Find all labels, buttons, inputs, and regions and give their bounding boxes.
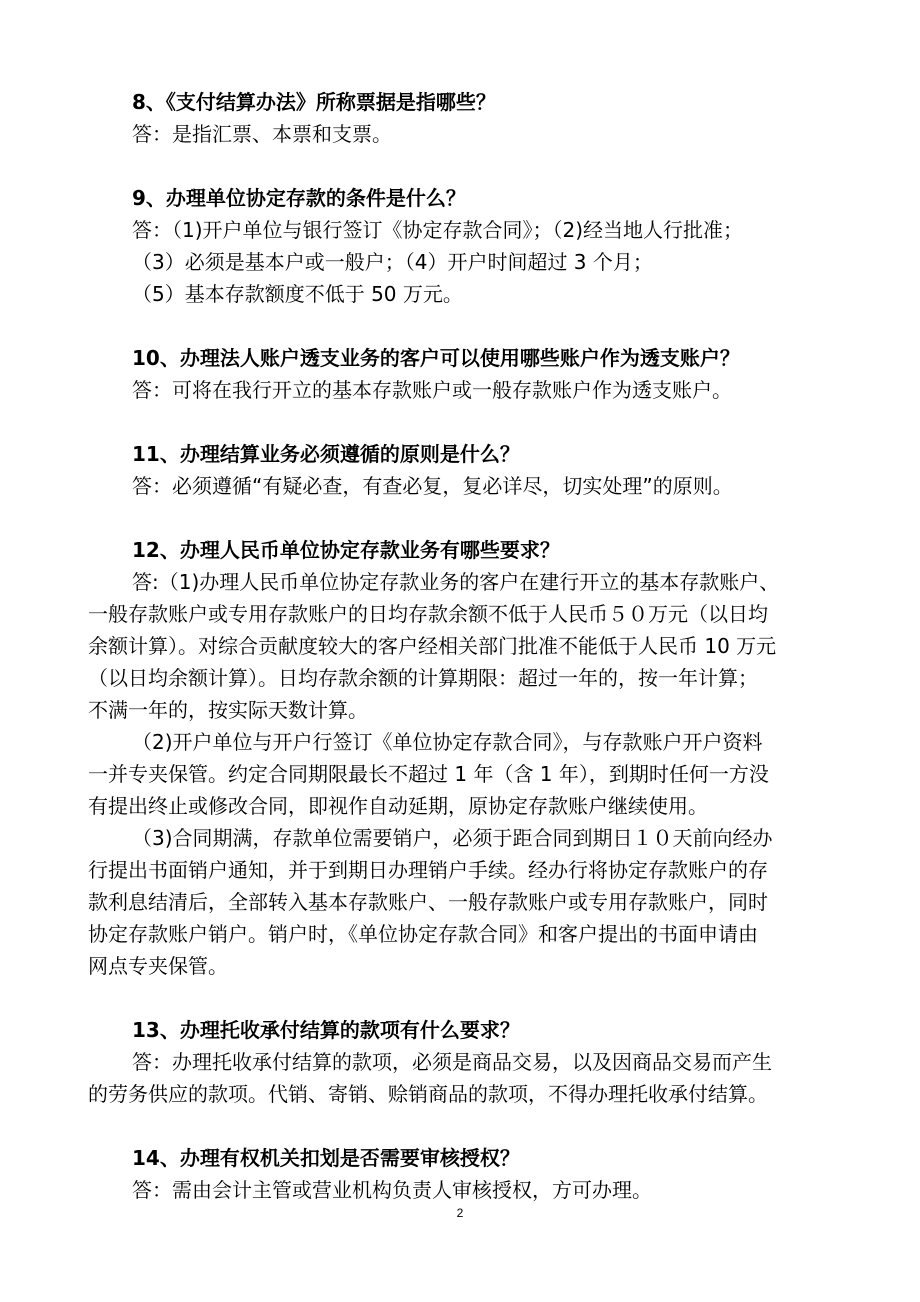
answer-line: 答：办理托收承付结算的款项，必须是商品交易，以及因商品交易而产生 — [132, 1050, 772, 1074]
qa-block-8 — [88, 86, 848, 150]
answer-line: 一并专夹保管。约定合同期限最长不超过 1 年（含 1 年），到期时任何一方没 — [88, 762, 769, 786]
question-heading: 11、办理结算业务必须遵循的原则是什么？ — [132, 442, 520, 466]
answer-line: （以日均余额计算）。日均存款余额的计算期限：超过一年的，按一年计算； — [88, 666, 758, 690]
answer-paragraph — [88, 726, 848, 822]
question-heading: 9、办理单位协定存款的条件是什么？ — [132, 186, 466, 210]
question-heading: 10、办理法人账户透支业务的客户可以使用哪些账户作为透支账户？ — [132, 346, 740, 370]
answer-paragraph — [88, 1046, 848, 1110]
answer-line: 协定存款账户销户。销户时，《单位协定存款合同》和客户提出的书面申请由 — [88, 922, 758, 946]
answer-line: 行提出书面销户通知，并于到期日办理销户手续。经办行将协定存款账户的存 — [88, 858, 768, 882]
answer-line: 的劳务供应的款项。代销、寄销、赊销商品的款项，不得办理托收承付结算。 — [88, 1082, 768, 1106]
question-heading: 13、办理托收承付结算的款项有什么要求？ — [132, 1018, 520, 1042]
qa-block-9 — [88, 182, 848, 310]
answer-line: 答：必须遵循“有疑必查，有查必复，复必详尽，切实处理”的原则。 — [132, 474, 733, 498]
question-heading: 8、《支付结算办法》所称票据是指哪些？ — [132, 90, 496, 114]
answer-line: 不满一年的，按实际天数计算。 — [88, 698, 368, 722]
page-number: 2 — [456, 1206, 464, 1220]
question-heading: 12、办理人民币单位协定存款业务有哪些要求？ — [132, 538, 560, 562]
answer-line: 网点专夹保管。 — [88, 954, 228, 978]
qa-block-11 — [88, 438, 848, 502]
answer-line: 答:（1)办理人民币单位协定存款业务的客户在建行开立的基本存款账户、 — [132, 570, 780, 594]
question-heading: 14、办理有权机关扣划是否需要审核授权？ — [132, 1146, 520, 1170]
answer-line: 一般存款账户或专用存款账户的日均存款余额不低于人民币５０万元（以日均 — [88, 602, 768, 626]
answer-line: （2)开户单位与开户行签订《单位协定存款合同》，与存款账户开户资料 — [132, 730, 763, 754]
answer-line: 余额计算）。对综合贡献度较大的客户经相关部门批准不能低于人民币 10 万元 — [88, 634, 777, 658]
answer-line: 有提出终止或修改合同，即视作自动延期，原协定存款账户继续使用。 — [88, 794, 708, 818]
qa-block-14 — [88, 1142, 848, 1206]
answer-paragraph — [88, 822, 848, 982]
document-page — [88, 86, 848, 1238]
answer-line: （3)合同期满，存款单位需要销户，必须于距合同到期日１０天前向经办 — [132, 826, 773, 850]
answer-line: 答：可将在我行开立的基本存款账户或一般存款账户作为透支账户。 — [132, 378, 732, 402]
answer-line: 答：（1)开户单位与银行签订《协定存款合同》；（2)经当地人行批准； — [132, 218, 744, 242]
qa-block-10 — [88, 342, 848, 406]
answer-line: 答：需由会计主管或营业机构负责人审核授权，方可办理。 — [132, 1178, 652, 1202]
answer-line: 答：是指汇票、本票和支票。 — [132, 122, 392, 146]
answer-line: 款利息结清后，全部转入基本存款账户、一般存款账户或专用存款账户，同时 — [88, 890, 768, 914]
answer-paragraph — [88, 566, 848, 726]
answer-line: （5）基本存款额度不低于 50 万元。 — [132, 282, 463, 306]
qa-block-12 — [88, 534, 848, 982]
answer-line: （3）必须是基本户或一般户；（4）开户时间超过 3 个月； — [132, 250, 653, 274]
qa-block-13 — [88, 1014, 848, 1110]
